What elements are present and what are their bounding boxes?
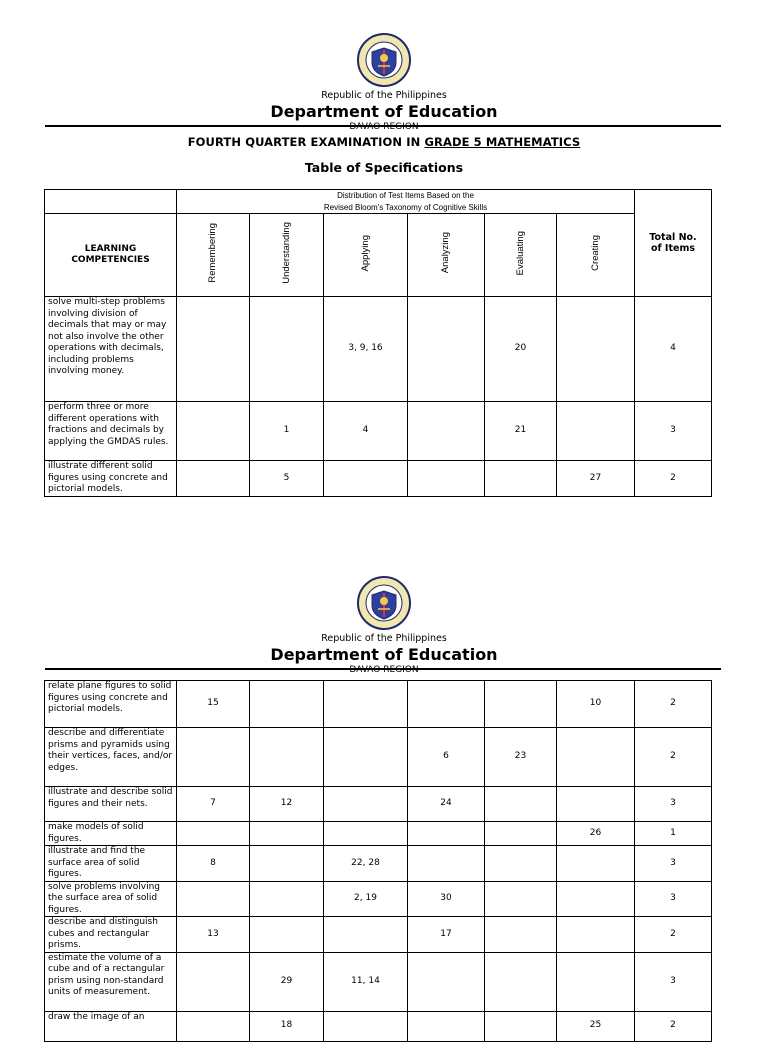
total-items-cell: 2 [635, 728, 712, 787]
item-numbers-cell [408, 846, 485, 882]
item-numbers-cell [250, 846, 324, 882]
item-numbers-cell [177, 402, 250, 461]
total-items-cell: 3 [635, 952, 712, 1011]
item-numbers-cell [557, 881, 635, 917]
item-numbers-cell [250, 681, 324, 728]
learning-competencies-header: LEARNING COMPETENCIES [45, 214, 177, 297]
item-numbers-cell: 24 [408, 787, 485, 822]
item-numbers-cell [557, 402, 635, 461]
item-numbers-cell [324, 1011, 408, 1041]
item-numbers-cell: 5 [250, 461, 324, 497]
region-text: DAVAO REGION [349, 665, 419, 675]
blank-header-cell [45, 190, 177, 214]
item-numbers-cell [557, 787, 635, 822]
item-numbers-cell [485, 787, 557, 822]
item-numbers-cell [177, 881, 250, 917]
specifications-table-1 [44, 189, 712, 497]
total-items-cell: 3 [635, 402, 712, 461]
item-numbers-cell [485, 1011, 557, 1041]
table-row [45, 822, 712, 846]
item-numbers-cell: 25 [557, 1011, 635, 1041]
item-numbers-cell: 30 [408, 881, 485, 917]
item-numbers-cell [485, 881, 557, 917]
item-numbers-cell: 4 [324, 402, 408, 461]
item-numbers-cell: 22, 28 [324, 846, 408, 882]
item-numbers-cell [408, 822, 485, 846]
item-numbers-cell [408, 461, 485, 497]
item-numbers-cell: 10 [557, 681, 635, 728]
total-items-cell: 4 [635, 297, 712, 402]
item-numbers-cell [408, 681, 485, 728]
total-items-cell: 2 [635, 681, 712, 728]
competency-cell: solve multi-step problems involving division of decimals that may or may not also involve the other operations with decimals, including problems involving money. [45, 297, 177, 402]
item-numbers-cell: 6 [408, 728, 485, 787]
item-numbers-cell [324, 728, 408, 787]
item-numbers-cell [177, 461, 250, 497]
item-numbers-cell [250, 881, 324, 917]
item-numbers-cell [485, 822, 557, 846]
item-numbers-cell [177, 728, 250, 787]
competency-cell: illustrate and describe solid figures and their nets. [45, 787, 177, 822]
table-row [45, 952, 712, 1011]
competency-cell: draw the image of an [45, 1011, 177, 1041]
competency-cell: make models of solid figures. [45, 822, 177, 846]
total-items-cell: 1 [635, 822, 712, 846]
item-numbers-cell [177, 822, 250, 846]
item-numbers-cell: 7 [177, 787, 250, 822]
competency-cell: illustrate different solid figures using concrete and pictorial models. [45, 461, 177, 497]
item-numbers-cell [250, 297, 324, 402]
region-text: DAVAO REGION [349, 122, 419, 132]
table-row [45, 1011, 712, 1041]
item-numbers-cell [177, 297, 250, 402]
total-items-header: Total No. of Items [635, 190, 712, 297]
item-numbers-cell: 1 [250, 402, 324, 461]
deped-seal-icon [356, 32, 412, 88]
table-row [45, 461, 712, 497]
total-items-cell: 2 [635, 917, 712, 953]
item-numbers-cell [408, 402, 485, 461]
total-items-cell: 3 [635, 881, 712, 917]
level-header: Remembering [177, 214, 250, 297]
item-numbers-cell [177, 1011, 250, 1041]
item-numbers-cell [485, 461, 557, 497]
level-header: Applying [324, 214, 408, 297]
competency-cell: perform three or more different operations with fractions and decimals by applying the GMDAS rules. [45, 402, 177, 461]
item-numbers-cell [324, 461, 408, 497]
item-numbers-cell [557, 728, 635, 787]
header-divider [45, 668, 721, 670]
item-numbers-cell: 17 [408, 917, 485, 953]
republic-text: Republic of the Philippines [321, 633, 447, 644]
level-header: Creating [557, 214, 635, 297]
item-numbers-cell [324, 822, 408, 846]
table-row [45, 917, 712, 953]
item-numbers-cell [177, 952, 250, 1011]
competency-cell: solve problems involving the surface area of solid figures. [45, 881, 177, 917]
item-numbers-cell [324, 681, 408, 728]
item-numbers-cell [485, 846, 557, 882]
item-numbers-cell [557, 917, 635, 953]
level-header: Understanding [250, 214, 324, 297]
tos-title: Table of Specifications [304, 160, 464, 175]
item-numbers-cell [250, 822, 324, 846]
letterhead-top [0, 32, 768, 133]
item-numbers-cell: 13 [177, 917, 250, 953]
item-numbers-cell: 20 [485, 297, 557, 402]
competency-cell: describe and distinguish cubes and rectangular prisms. [45, 917, 177, 953]
item-numbers-cell [485, 681, 557, 728]
exam-title: FOURTH QUARTER EXAMINATION IN GRADE 5 MATHEMATICS [187, 135, 581, 149]
item-numbers-cell: 29 [250, 952, 324, 1011]
item-numbers-cell: 21 [485, 402, 557, 461]
distribution-header: Distribution of Test Items Based on the Revised Bloom's Taxonomy of Cognitive Skills [177, 190, 635, 214]
exam-subject: GRADE 5 MATHEMATICS [424, 135, 581, 149]
table-row [45, 297, 712, 402]
competency-cell: describe and differentiate prisms and pyramids using their vertices, faces, and/or edges. [45, 728, 177, 787]
table-row [45, 846, 712, 882]
department-title: Department of Education [270, 102, 498, 121]
table-row [45, 728, 712, 787]
competency-cell: estimate the volume of a cube and of a rectangular prism using non-standard units of measurement. [45, 952, 177, 1011]
item-numbers-cell [557, 297, 635, 402]
item-numbers-cell [408, 952, 485, 1011]
table-row [45, 681, 712, 728]
specifications-table-2 [44, 680, 712, 1042]
table-row [45, 402, 712, 461]
item-numbers-cell: 2, 19 [324, 881, 408, 917]
total-items-cell: 3 [635, 846, 712, 882]
item-numbers-cell: 3, 9, 16 [324, 297, 408, 402]
level-header: Analyzing [408, 214, 485, 297]
item-numbers-cell [408, 297, 485, 402]
total-items-cell: 2 [635, 1011, 712, 1041]
item-numbers-cell [408, 1011, 485, 1041]
header-divider [45, 125, 721, 127]
item-numbers-cell [485, 917, 557, 953]
item-numbers-cell [557, 952, 635, 1011]
item-numbers-cell [557, 846, 635, 882]
item-numbers-cell: 12 [250, 787, 324, 822]
item-numbers-cell [485, 952, 557, 1011]
department-title: Department of Education [270, 645, 498, 664]
item-numbers-cell: 15 [177, 681, 250, 728]
item-numbers-cell [324, 787, 408, 822]
letterhead-second-page [0, 575, 768, 676]
item-numbers-cell: 26 [557, 822, 635, 846]
item-numbers-cell: 23 [485, 728, 557, 787]
deped-seal-icon [356, 575, 412, 631]
item-numbers-cell [324, 917, 408, 953]
republic-text: Republic of the Philippines [321, 90, 447, 101]
item-numbers-cell [250, 728, 324, 787]
item-numbers-cell: 8 [177, 846, 250, 882]
table-row [45, 787, 712, 822]
table-row [45, 881, 712, 917]
item-numbers-cell [250, 917, 324, 953]
total-items-cell: 2 [635, 461, 712, 497]
competency-cell: illustrate and find the surface area of solid figures. [45, 846, 177, 882]
competency-cell: relate plane figures to solid figures using concrete and pictorial models. [45, 681, 177, 728]
item-numbers-cell: 27 [557, 461, 635, 497]
item-numbers-cell: 11, 14 [324, 952, 408, 1011]
item-numbers-cell: 18 [250, 1011, 324, 1041]
level-header: Evaluating [485, 214, 557, 297]
total-items-cell: 3 [635, 787, 712, 822]
